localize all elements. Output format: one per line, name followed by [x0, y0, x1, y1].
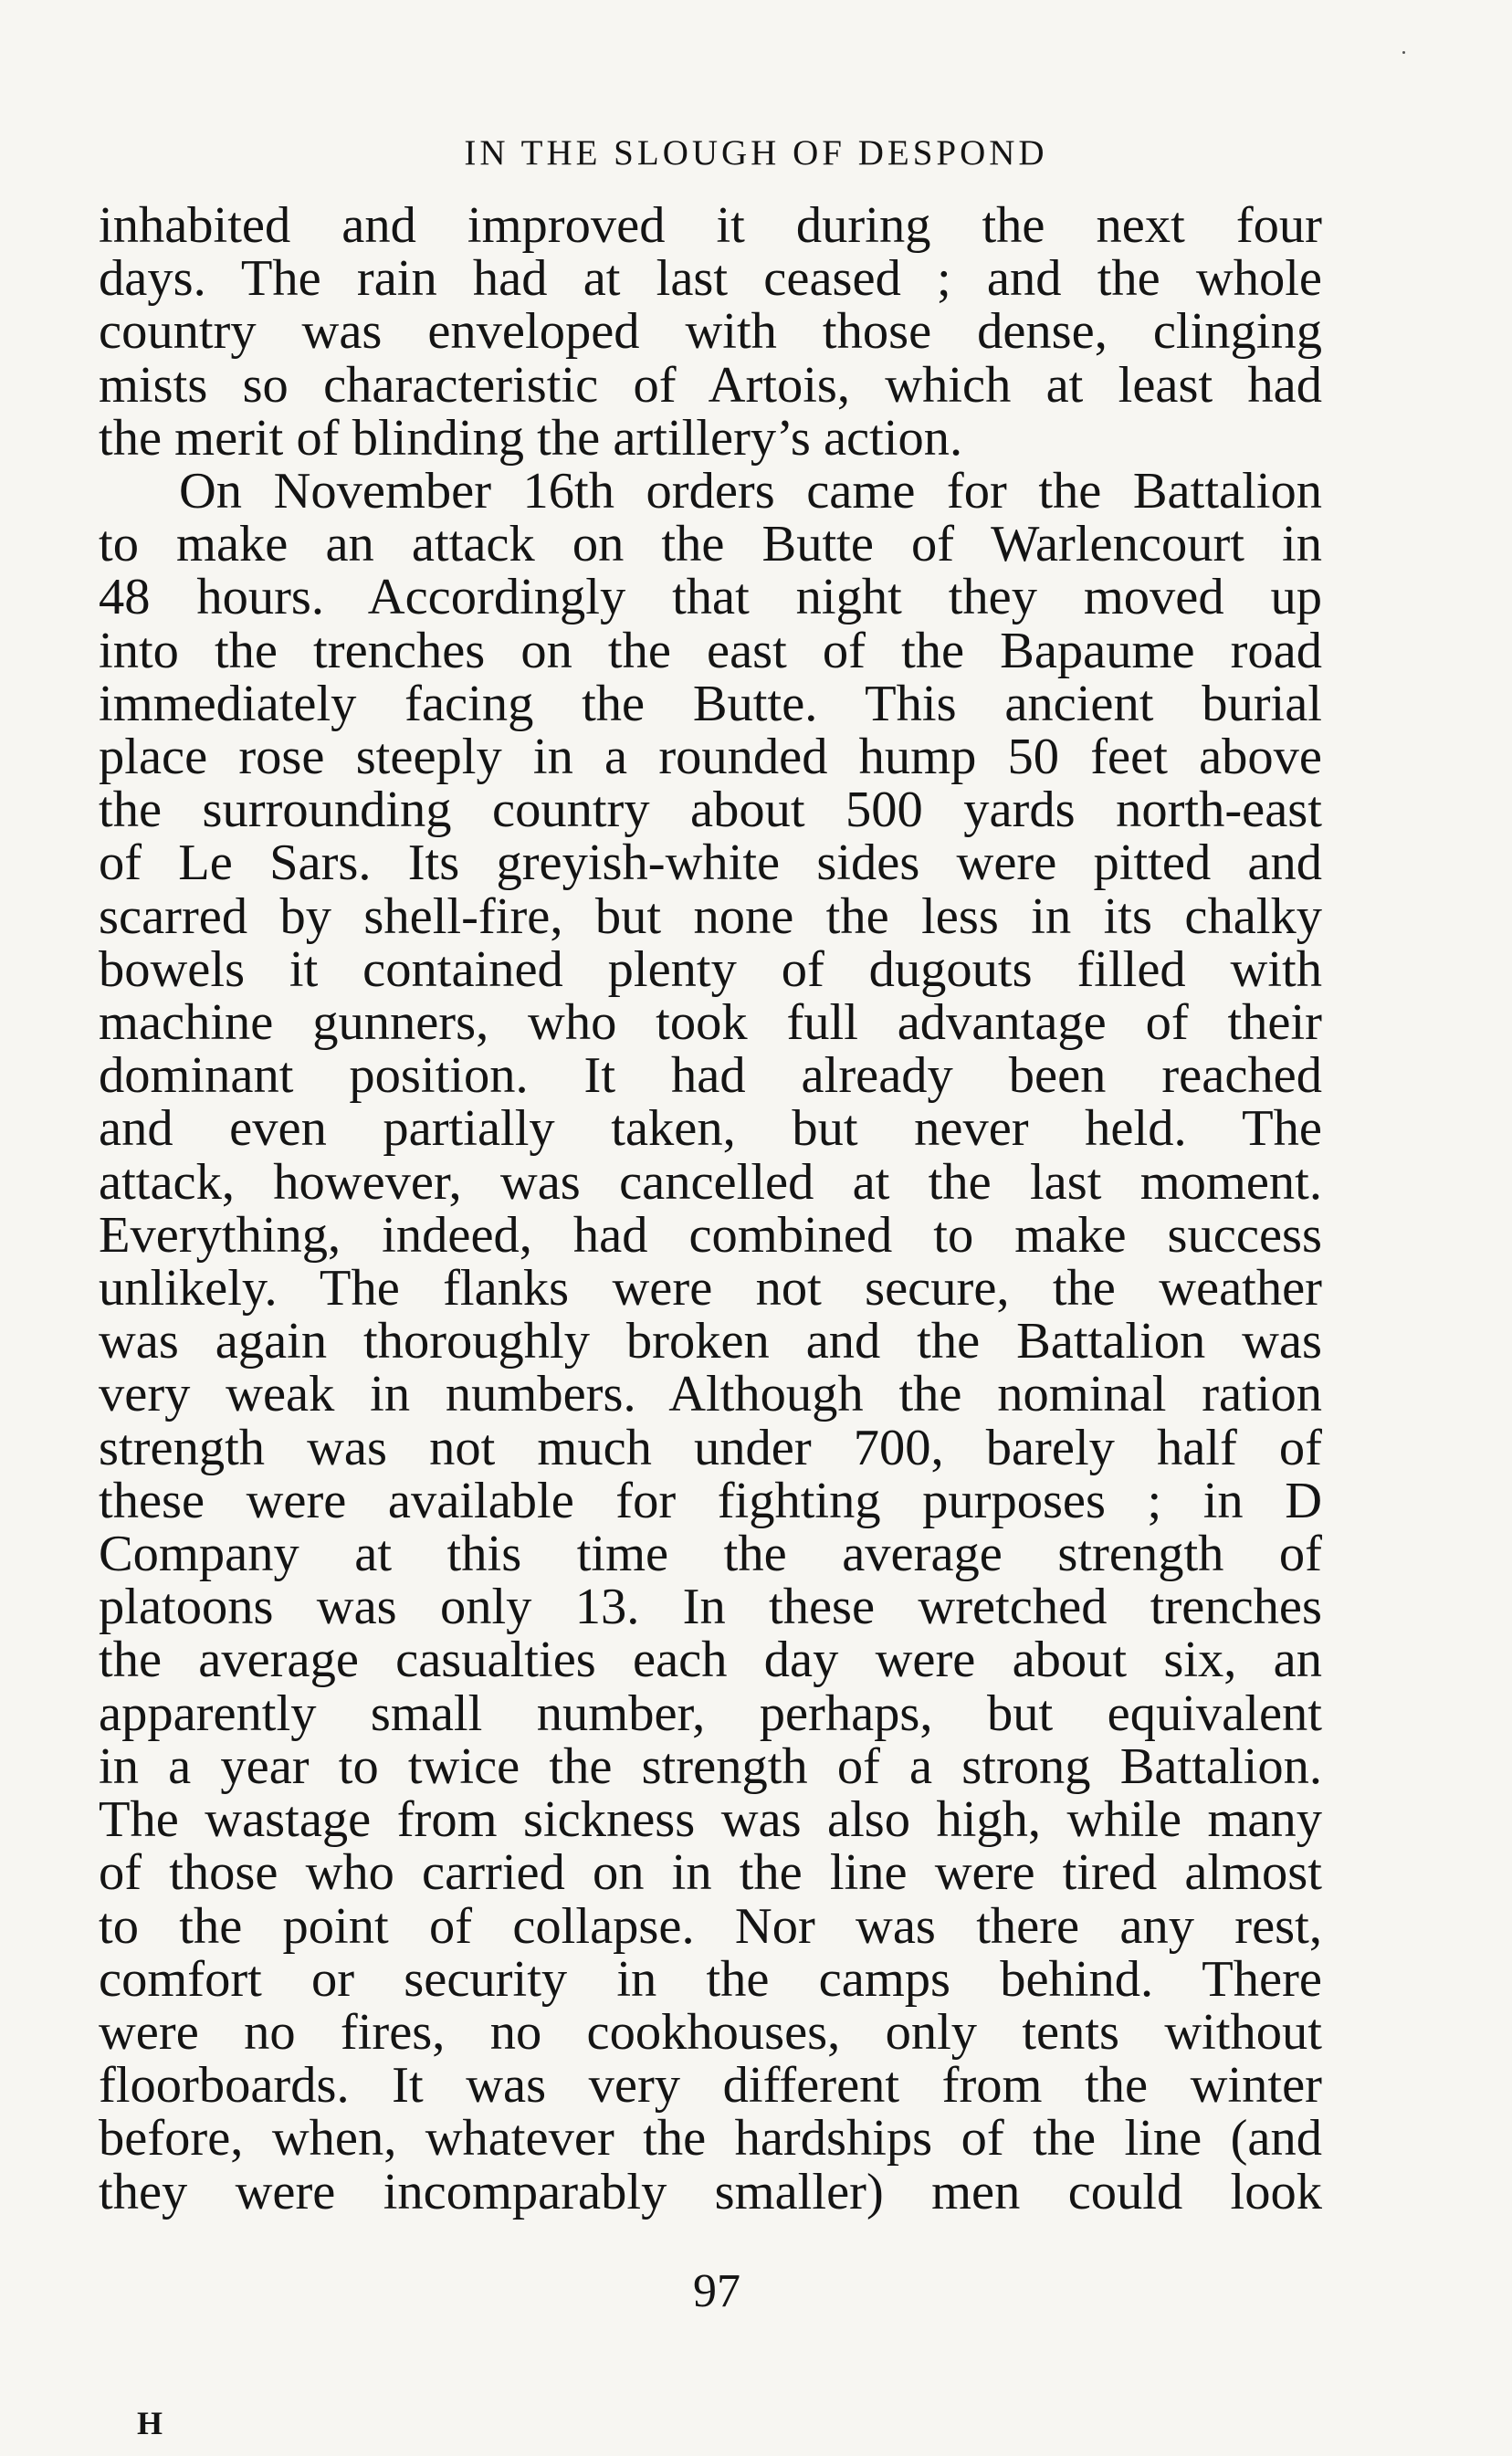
print-speck — [1402, 51, 1405, 54]
text-line: the merit of blinding the artillery’s action. — [99, 409, 963, 467]
body-text — [99, 199, 1322, 2219]
text-line: the average casualties each day were about six, an — [99, 1632, 1322, 1689]
text-line: before, when, whatever the hardships of the line (and — [99, 2110, 1322, 2167]
text-line: mists so characteristic of Artois, which at least had — [99, 356, 1322, 414]
text-line: machine gunners, who took full advantage of their — [99, 994, 1322, 1052]
text-line: of Le Sars. Its greyish-white sides were pitted and — [99, 834, 1322, 892]
page-number: 97 — [693, 2265, 740, 2317]
running-head: IN THE SLOUGH OF DESPOND — [464, 133, 1048, 173]
text-line: strength was not much under 700, barely half of — [99, 1419, 1322, 1476]
text-line: was again thoroughly broken and the Battalion was — [99, 1313, 1322, 1370]
text-line: in a year to twice the strength of a strong Battalion. — [99, 1737, 1322, 1795]
text-line: 48 hours. Accordingly that night they moved up — [99, 569, 1322, 626]
text-line: unlikely. The flanks were not secure, the weather — [99, 1260, 1322, 1317]
text-line: immediately facing the Butte. This ancient burial — [99, 675, 1322, 732]
text-line: comfort or security in the camps behind. There — [99, 1950, 1322, 2008]
text-line: to make an attack on the Butte of Warlencourt in — [99, 516, 1322, 573]
text-line: The wastage from sickness was also high, while many — [99, 1791, 1322, 1849]
text-line: apparently small number, perhaps, but equivalent — [99, 1685, 1322, 1742]
text-line: inhabited and improved it during the next four — [99, 197, 1322, 254]
text-line: bowels it contained plenty of dugouts filled with — [99, 940, 1322, 998]
text-line: dominant position. It had already been reached — [99, 1047, 1322, 1105]
text-line: to the point of collapse. Nor was there any rest, — [99, 1897, 1322, 1955]
text-line: days. The rain had at last ceased ; and the whole — [99, 250, 1322, 308]
text-line: Company at this time the average strength of — [99, 1526, 1322, 1583]
text-line: and even partially taken, but never held. The — [99, 1100, 1322, 1158]
text-line: platoons was only 13. In these wretched trenches — [99, 1579, 1322, 1636]
text-line: place rose steeply in a rounded hump 50 feet above — [99, 729, 1322, 786]
text-line: these were available for fighting purposes ; in D — [99, 1472, 1322, 1529]
text-line: they were incomparably smaller) men could look — [99, 2163, 1322, 2220]
text-line: On November 16th orders came for the Battalion — [179, 463, 1322, 520]
text-line: Everything, indeed, had combined to make success — [99, 1206, 1322, 1264]
text-line: attack, however, was cancelled at the last moment. — [99, 1153, 1322, 1211]
text-line: floorboards. It was very different from the winter — [99, 2057, 1322, 2115]
text-line: very weak in numbers. Although the nominal ration — [99, 1366, 1322, 1423]
text-line: into the trenches on the east of the Bapaume road — [99, 622, 1322, 679]
text-line: were no fires, no cookhouses, only tents without — [99, 2003, 1322, 2061]
text-line: of those who carried on in the line were tired almost — [99, 1844, 1322, 1902]
text-line: country was enveloped with those dense, clinging — [99, 303, 1322, 361]
text-line: the surrounding country about 500 yards north-east — [99, 782, 1322, 839]
text-line: scarred by shell-fire, but none the less in its chalky — [99, 887, 1322, 945]
signature-mark: H — [137, 2405, 163, 2441]
